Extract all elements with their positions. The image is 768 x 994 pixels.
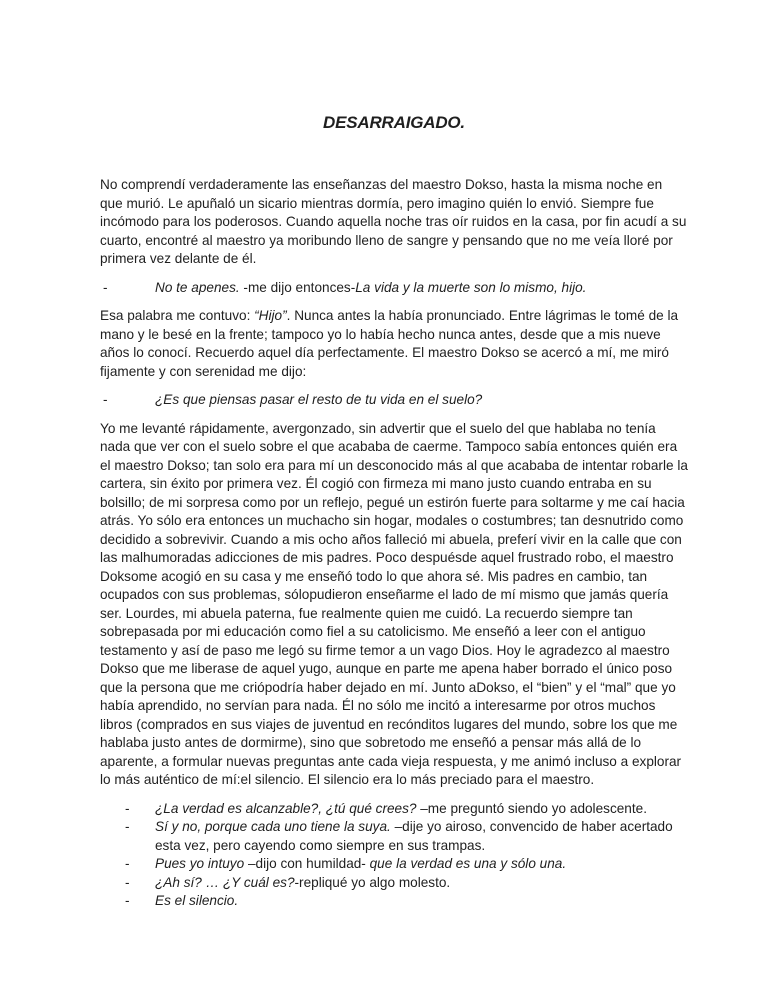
list-item [100,855,688,874]
list-item-dash: - [125,800,130,816]
list-item [100,892,688,911]
list-item-text [155,893,238,908]
list-item-dash: - [125,874,130,890]
dialogue-text [155,392,482,407]
list-item [100,874,688,893]
text-run: –dijo con humildad- [247,856,370,871]
dialogue-dash: - [103,279,108,295]
dialogue-list [100,800,688,911]
page-title: DESARRAIGADO. [323,113,465,132]
text-run: Esa palabra me contuvo: [100,308,255,323]
text-run: Yo me levanté rápidamente, avergonzado, sin advertir que el suelo del que hablaba no tenía nada que ver con el suelo sobre el que acababa de caerme. Tampoco sabía entonces quién era el maestro Dokso; tan solo era para mí un desconocido más al que acababa de intentar robarle la cartera, sin éxito por primera vez. Él cogió con firmeza mi mano justo cuando entraba en su bolsillo; de mi sorpresa como por un reflejo, pegué un estirón fuerte para soltarme y me caí hacia atrás. Yo sólo era entonces un muchacho sin hogar, modales o costumbres; tan desnutrido como decidido a sobrevivir. Cuando a mis ocho años falleció mi abuela, preferí vivir en la calle que con las malhumoradas adicciones de mis padres. Poco despuésde aquel frustrado robo, el maestro Doksome acogió en su casa y me enseñó todo lo que ahora sé. Mis padres en cambio, tan ocupados con sus problemas, sólopudieron enseñarme el lado de mí mismo que jamás quería ser. Lourdes, mi abuela paterna, fue realmente quien me cuidó. La recuerdo siempre tan sobrepasada por mi educación como fiel a su catolicismo. Me enseñó a leer con el antiguo testamento y así de paso me legó su firme temor a un vago Dios. Hoy le agradezco al maestro Dokso que me liberase de aquel yugo, aunque en parte me apena haber borrado el único poso que la persona que me criópodría haber dejado en mí. Junto aDokso, el “bien” y el “mal” que yo había aprendido, no servían para nada. Él no sólo me incitó a interesarme por otros muchos libros (comprados en sus viajes de juventud en recónditos lugares del mundo, sobre los que me hablaba justo antes de dormirme), sino que sobretodo me enseñó a pensar más allá de lo aparente, a formular nuevas preguntas ante cada vieja respuesta, y me animó incluso a explorar lo más auténtico de mí:el silencio. El silencio era lo más preciado para el maestro. [100,420,688,787]
text-run: –dije yo airoso, convencido de haber acertado esta vez, pero cayendo como siempre en sus trampas. [155,819,673,853]
dialogue-line [100,279,688,298]
paragraph [100,420,688,790]
text-run: No te apenes. [155,279,244,295]
list-item-text [155,819,673,853]
text-run: Sí y no, porque cada uno tiene la suya. [155,819,395,834]
document-body [100,176,688,911]
list-item-dash: - [125,819,130,834]
list-item-dash: - [125,893,130,908]
text-run: . Nunca antes la había pronunciado. Entre lágrimas le tomé de la mano y le besé en la frente; tampoco yo lo había hecho nunca antes, desde que a mis nueve años lo conocí. Recuerdo aquel día perfectamente. El maestro Dokso se acercó a mí, me miró fijamente y con serenidad me dijo: [100,308,679,379]
list-item-dash: - [125,856,130,871]
list-item-text [155,856,566,871]
text-run: ¿Es que piensas pasar el resto de tu vida en el suelo? [155,392,483,407]
list-item [100,818,688,855]
text-run: –me preguntó siendo yo adolescente. [420,800,647,816]
paragraph [100,307,688,381]
text-run: Es el silencio. [155,893,239,908]
list-item-text [155,801,647,816]
document-content [100,112,688,921]
text-run: que la verdad es una y sólo una. [369,856,567,871]
text-run: “Hijo” [254,308,287,323]
list-item-text [155,875,450,890]
text-run: ¿La verdad es alcanzable?, ¿tú qué crees? [155,800,421,816]
text-run: La vida y la muerte son lo mismo, hijo. [355,279,587,295]
text-run: -me dijo entonces- [243,279,356,295]
text-run: -repliqué yo algo molesto. [294,874,451,890]
text-run: No comprendí verdaderamente las enseñanzas del maestro Dokso, hasta la misma noche en que murió. Le apuñaló un sicario mientras dormía, pero imagino quién lo envió. Siempre fue incómodo para los poderosos. Cuando aquella noche tras oír ruidos en la casa, por fin acudí a su cuarto, encontré al maestro ya moribundo lleno de sangre y pensando que no me veía lloré por primera vez delante de él. [100,177,687,266]
text-run: ¿Ah sí? … ¿Y cuál es? [155,874,295,890]
paragraph [100,176,688,269]
text-run: Pues yo intuyo [155,856,248,871]
dialogue-dash: - [103,392,108,407]
dialogue-text [155,280,586,295]
dialogue-line [100,391,688,410]
list-item [100,800,688,819]
